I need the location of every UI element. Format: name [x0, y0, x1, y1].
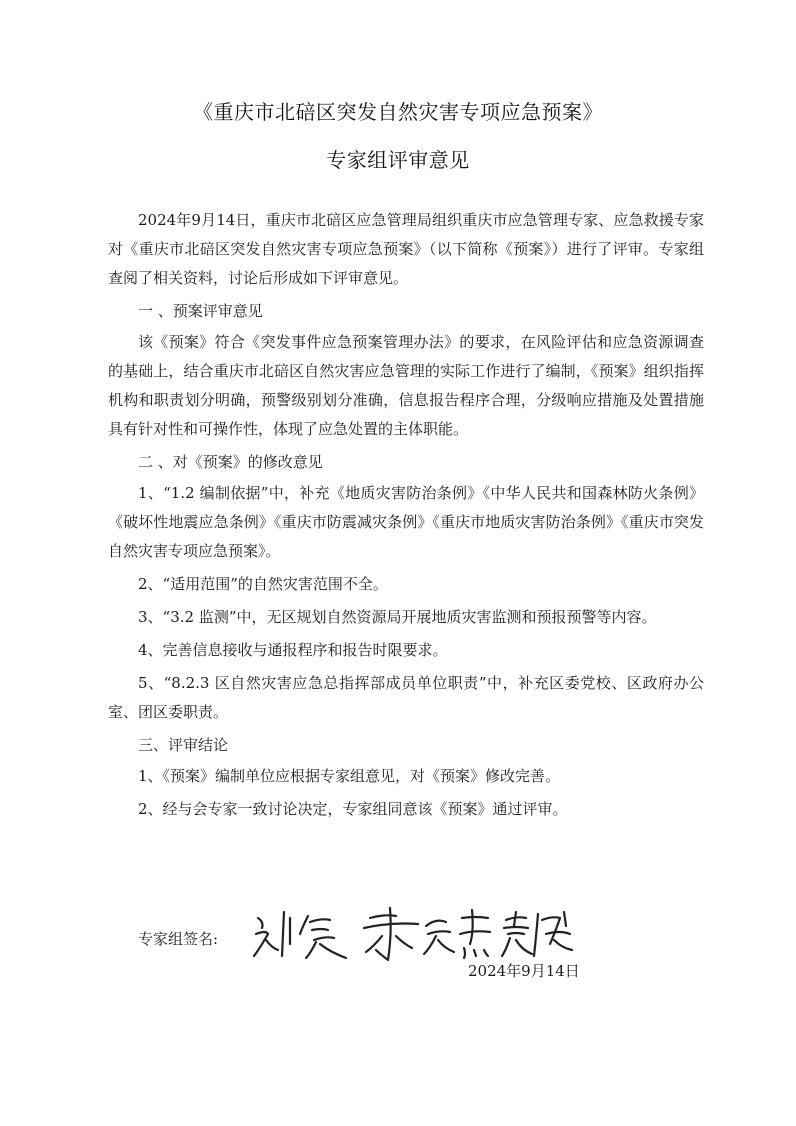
revision-item-1: 1、“1.2 编制依据”中，补充《地质灾害防治条例》《中华人民共和国森林防火条例》《破坏性地震应急条例》《重庆市防震减灾条例》《重庆市地质灾害防治条例》《重庆市突发自然灾害专项应急预案》。	[108, 484, 704, 560]
handwritten-signatures	[250, 904, 580, 968]
document-body	[108, 206, 704, 828]
section-heading-1: 一 、预案评审意见	[138, 302, 263, 320]
conclusion-item-1: 1、《预案》编制单位应根据专家组意见，对《预案》修改完善。	[138, 767, 561, 785]
revision-item-4: 4、完善信息接收与通报程序和报告时限要求。	[138, 641, 448, 659]
document-subtitle: 专家组评审意见	[326, 148, 470, 172]
signature-date: 2024年9月14日	[468, 962, 580, 980]
conclusion-item-2: 2、经与会专家一致讨论决定，专家组同意该《预案》通过评审。	[138, 800, 568, 818]
document-title: 《重庆市北碚区突发自然灾害专项应急预案》	[193, 100, 603, 124]
section-heading-2: 二 、对《预案》的修改意见	[138, 453, 323, 471]
review-opinion-paragraph: 该《预案》符合《突发事件应急预案管理办法》的要求，在风险评估和应急资源调查的基础上，结合重庆市北碚区自然灾害应急管理的实际工作进行了编制，《预案》组织指挥机构和职责划分明确，预警级别划分准确，信息报告程序合理，分级响应措施及处置措施具有针对性和可操作性，体现了应急处置的主体职能。	[108, 333, 704, 438]
signature-label: 专家组签名:	[138, 930, 219, 948]
revision-item-3: 3、“3.2 监测”中，无区规划自然资源局开展地质灾害监测和预报预警等内容。	[138, 608, 657, 626]
revision-item-2: 2、“适用范围”的自然灾害范围不全。	[138, 575, 388, 593]
section-heading-3: 三、评审结论	[138, 736, 229, 754]
intro-paragraph: 2024年9月14日，重庆市北碚区应急管理局组织重庆市应急管理专家、应急救援专家对《重庆市北碚区突发自然灾害专项应急预案》（以下简称《预案》）进行了评审。专家组查阅了相关资料，讨论后形成如下评审意见。	[108, 211, 704, 287]
revision-item-5: 5、“8.2.3 区自然灾害应急总指挥部成员单位职责”中，补充区委党校、区政府办公室、团区委职责。	[108, 674, 704, 721]
